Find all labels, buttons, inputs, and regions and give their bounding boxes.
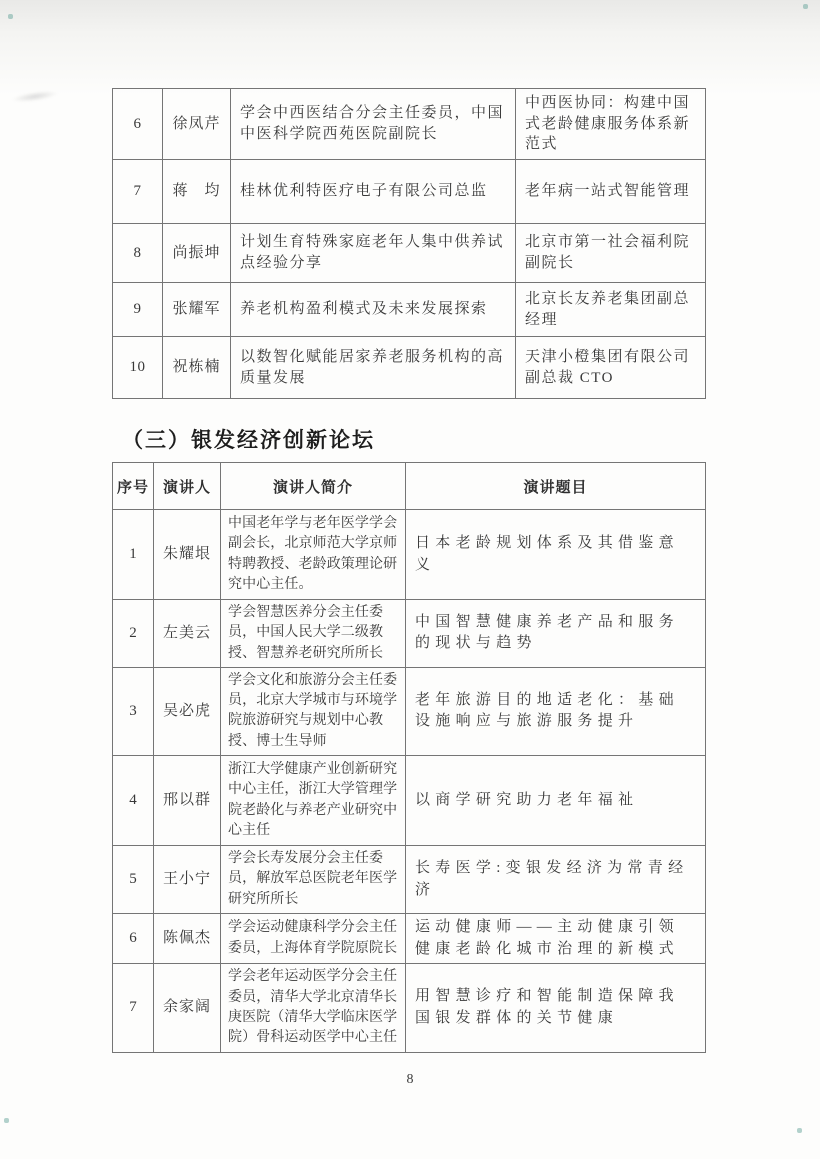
table-row [113, 756, 706, 846]
column-header-name: 演讲人 [154, 463, 221, 510]
table-row [113, 283, 706, 337]
speaker-bio: 养老机构盈利模式及未来发展探索 [231, 283, 516, 337]
speech-topic: 以商学研究助力老年福祉 [406, 756, 706, 846]
speech-topic: 用智慧诊疗和智能制造保障我国银发群体的关节健康 [406, 964, 706, 1052]
table-row [113, 846, 706, 914]
row-number: 4 [113, 756, 154, 846]
table-row [113, 913, 706, 964]
table-row [113, 667, 706, 755]
speech-topic: 老年旅游目的地适老化：基础设施响应与旅游服务提升 [406, 667, 706, 755]
column-header-no: 序号 [113, 463, 154, 510]
speech-topic: 中国智慧健康养老产品和服务的现状与趋势 [406, 600, 706, 668]
row-number: 6 [113, 89, 163, 160]
row-number: 6 [113, 913, 154, 964]
row-number: 7 [113, 160, 163, 224]
scan-artifact-top-shadow [0, 0, 820, 95]
table-row [113, 160, 706, 224]
speaker-bio: 浙江大学健康产业创新研究中心主任，浙江大学管理学院老龄化与养老产业研究中心主任 [221, 756, 406, 846]
speaker-bio: 以数智化赋能居家养老服务机构的高质量发展 [231, 337, 516, 399]
speaker-name: 朱耀垠 [154, 510, 221, 600]
speaker-name: 左美云 [154, 600, 221, 668]
column-header-bio: 演讲人简介 [221, 463, 406, 510]
speech-topic: 北京市第一社会福利院副院长 [516, 224, 706, 283]
table-row [113, 510, 706, 600]
speaker-name: 张耀军 [163, 283, 231, 337]
scan-corner-mark [8, 14, 13, 19]
forum-speakers-table [112, 462, 706, 1053]
table-row [113, 224, 706, 283]
page-number: 8 [406, 1072, 414, 1087]
speaker-name: 王小宁 [154, 846, 221, 914]
speaker-bio: 学会运动健康科学分会主任委员，上海体育学院原院长 [221, 913, 406, 964]
row-number: 9 [113, 283, 163, 337]
row-number: 2 [113, 600, 154, 668]
column-header-topic: 演讲题目 [406, 463, 706, 510]
speaker-name: 邢以群 [154, 756, 221, 846]
scan-corner-mark [803, 4, 808, 9]
table-row [113, 600, 706, 668]
speaker-name: 尚振坤 [163, 224, 231, 283]
speaker-name: 徐凤芹 [163, 89, 231, 160]
row-number: 7 [113, 964, 154, 1052]
speech-topic: 长寿医学:变银发经济为常青经济 [406, 846, 706, 914]
speaker-name: 祝栋楠 [163, 337, 231, 399]
row-number: 3 [113, 667, 154, 755]
speech-topic: 天津小橙集团有限公司副总裁 CTO [516, 337, 706, 399]
speaker-bio: 中国老年学与老年医学学会副会长，北京师范大学京师特聘教授、老龄政策理论研究中心主任。 [221, 510, 406, 600]
scan-corner-mark [4, 1118, 9, 1123]
speech-topic: 日本老龄规划体系及其借鉴意义 [406, 510, 706, 600]
speaker-bio: 桂林优利特医疗电子有限公司总监 [231, 160, 516, 224]
scan-artifact-smudge [12, 89, 59, 104]
speaker-bio: 学会长寿发展分会主任委员，解放军总医院老年医学研究所所长 [221, 846, 406, 914]
table-row [113, 89, 706, 160]
speaker-bio: 学会老年运动医学分会主任委员，清华大学北京清华长庚医院（清华大学临床医学院）骨科运动医学中心主任 [221, 964, 406, 1052]
speech-topic: 老年病一站式智能管理 [516, 160, 706, 224]
speaker-bio: 学会智慧医养分会主任委员，中国人民大学二级教授、智慧养老研究所所长 [221, 600, 406, 668]
row-number: 10 [113, 337, 163, 399]
row-number: 5 [113, 846, 154, 914]
speakers-table-continued [112, 88, 706, 399]
speaker-bio: 计划生育特殊家庭老年人集中供养试点经验分享 [231, 224, 516, 283]
row-number: 1 [113, 510, 154, 600]
scan-corner-mark [797, 1128, 802, 1133]
table-header-row [113, 463, 706, 510]
section-heading: （三）银发经济创新论坛 [122, 428, 375, 452]
speaker-name: 陈佩杰 [154, 913, 221, 964]
speech-topic: 中西医协同：构建中国式老龄健康服务体系新范式 [516, 89, 706, 160]
speech-topic: 运动健康师——主动健康引领健康老龄化城市治理的新模式 [406, 913, 706, 964]
speaker-bio: 学会中西医结合分会主任委员，中国中医科学院西苑医院副院长 [231, 89, 516, 160]
speaker-name: 余家阔 [154, 964, 221, 1052]
speaker-bio: 学会文化和旅游分会主任委员，北京大学城市与环境学院旅游研究与规划中心教授、博士生导师 [221, 667, 406, 755]
speaker-name: 吴必虎 [154, 667, 221, 755]
row-number: 8 [113, 224, 163, 283]
table-row [113, 337, 706, 399]
speech-topic: 北京长友养老集团副总经理 [516, 283, 706, 337]
table-row [113, 964, 706, 1052]
speaker-name: 蒋 均 [163, 160, 231, 224]
